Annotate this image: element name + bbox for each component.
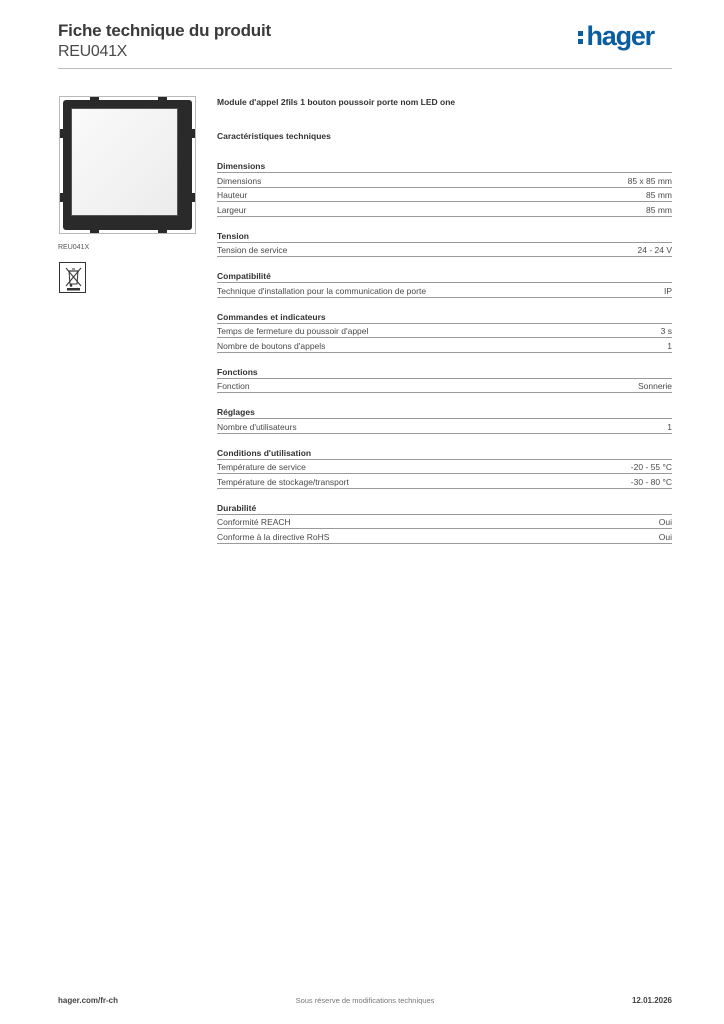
specs-heading: Caractéristiques techniques: [217, 131, 331, 141]
spec-row: [217, 201, 672, 216]
footer-disclaimer: Sous réserve de modifications techniques: [295, 996, 435, 1005]
page-title: Fiche technique du produit: [58, 21, 271, 40]
spec-row: [217, 337, 672, 352]
section-title: Conditions d'utilisation: [217, 447, 312, 458]
spec-label: Largeur: [217, 204, 247, 215]
brand-logo: [578, 22, 654, 50]
section-title: Commandes et indicateurs: [217, 311, 326, 322]
spec-label: Dimensions: [217, 175, 262, 186]
page-header: [58, 20, 672, 62]
spec-row: [217, 242, 672, 257]
spec-row: [217, 323, 672, 338]
logo-colon-mark: [578, 22, 583, 50]
spec-value: Oui: [658, 517, 672, 527]
spec-label: Fonction: [217, 381, 250, 391]
footer-website: hager.com/fr-ch: [58, 996, 119, 1005]
spec-value: 85 mm: [646, 204, 672, 215]
spec-label: Nombre d'utilisateurs: [217, 421, 297, 432]
specs-panel: [217, 96, 672, 544]
spec-label: Technique d'installation pour la communication de porte: [217, 285, 427, 296]
spec-value: IP: [663, 285, 672, 296]
spec-label: Tension de service: [217, 245, 288, 255]
spec-label: Température de service: [217, 462, 306, 472]
spec-row: [217, 378, 672, 393]
spec-row: [217, 418, 672, 433]
section-title: Tension: [217, 230, 249, 241]
crossed-bin-icon: [59, 262, 86, 293]
spec-sections: [217, 142, 672, 544]
section-title: Durabilité: [217, 502, 257, 513]
spec-value: 1: [667, 340, 672, 351]
spec-value: 3 s: [660, 326, 672, 336]
header-divider: [58, 68, 672, 69]
section-divider: [217, 543, 672, 544]
spec-label: Temps de fermeture du poussoir d'appel: [217, 326, 369, 336]
section-title: Réglages: [217, 407, 255, 417]
spec-value: Oui: [658, 531, 672, 542]
spec-value: -30 - 80 °C: [630, 476, 672, 487]
push-button-face: [71, 108, 178, 216]
footer-date: 12.01.2026: [631, 996, 672, 1005]
brand-wordmark: hager: [586, 21, 654, 51]
spec-label: Nombre de boutons d'appels: [217, 340, 326, 351]
spec-label: Hauteur: [217, 190, 248, 200]
spec-label: Conformité REACH: [217, 517, 291, 527]
spec-label: Conforme à la directive RoHS: [217, 531, 330, 542]
spec-value: 85 x 85 mm: [627, 175, 672, 186]
section-title: Dimensions: [217, 161, 266, 171]
image-caption: REU041X: [58, 244, 90, 251]
spec-value: 24 - 24 V: [637, 245, 672, 255]
spec-row: [217, 187, 672, 202]
spec-row: [217, 473, 672, 488]
product-image: [59, 96, 196, 234]
spec-value: 1: [667, 421, 672, 432]
section-title: Fonctions: [217, 366, 258, 377]
spec-row: [217, 459, 672, 474]
spec-row: [217, 172, 672, 187]
section-title: Compatibilité: [217, 271, 271, 281]
spec-label: Température de stockage/transport: [217, 476, 349, 487]
product-reference: REU041X: [58, 43, 128, 60]
spec-value: Sonnerie: [637, 381, 672, 391]
spec-row: [217, 514, 672, 529]
spec-value: 85 mm: [646, 190, 672, 200]
spec-row: [217, 282, 672, 297]
product-name: Module d'appel 2fils 1 bouton poussoir porte nom LED one: [217, 97, 456, 107]
spec-row: [217, 528, 672, 543]
spec-value: -20 - 55 °C: [630, 462, 672, 472]
